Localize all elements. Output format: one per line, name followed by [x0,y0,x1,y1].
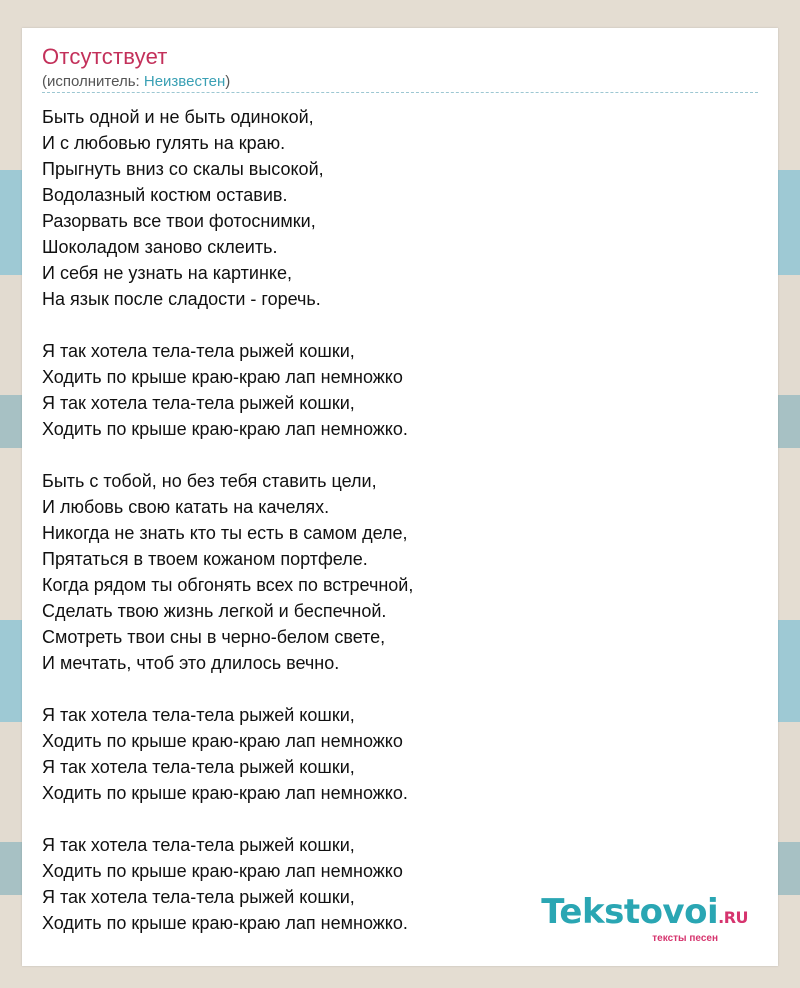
lyric-line: Я так хотела тела-тела рыжей кошки, [42,705,355,725]
lyrics-text [42,104,413,962]
logo-tagline: тексты песен [652,933,718,944]
lyric-line: Когда рядом ты обгонять всех по встречной, [42,575,414,595]
lyric-line: Прыгнуть вниз со скалы высокой, [42,159,324,179]
lyric-line: Шоколадом заново склеить. [42,237,278,257]
lyric-line: Прятаться в твоем кожаном портфеле. [42,549,368,569]
performer-line [42,73,230,90]
lyric-line: Водолазный костюм оставив. [42,185,288,205]
lyric-line: Быть одной и не быть одинокой, [42,107,314,127]
lyric-line: Ходить по крыше краю-краю лап немножко. [42,419,408,439]
lyric-line: Я так хотела тела-тела рыжей кошки, [42,393,355,413]
performer-link[interactable]: Неизвестен [143,73,226,90]
lyric-line: И любовь свою катать на качелях. [42,497,330,517]
lyric-line: Никогда не знать кто ты есть в самом деле, [42,523,408,543]
stanza [42,104,413,312]
lyric-line: Я так хотела тела-тела рыжей кошки, [42,887,355,907]
lyric-line: И с любовью гулять на краю. [42,133,286,153]
lyric-line: Я так хотела тела-тела рыжей кошки, [42,835,355,855]
lyric-line: И себя не узнать на картинке, [42,263,292,283]
lyric-line: Ходить по крыше краю-краю лап немножко [42,731,403,751]
logo-name: Tekstovoi [541,892,719,932]
song-title: Отсутствует [42,44,168,69]
stanza [42,832,413,936]
lyric-line: Ходить по крыше краю-краю лап немножко [42,861,403,881]
stanza [42,338,413,442]
lyric-line: Я так хотела тела-тела рыжей кошки, [42,341,355,361]
lyric-line: На язык после сладости - горечь. [42,289,321,309]
lyric-line: Ходить по крыше краю-краю лап немножко. [42,783,408,803]
stanza [42,702,413,806]
lyric-line: Ходить по крыше краю-краю лап немножко [42,367,403,387]
lyric-line: И мечтать, чтоб это длилось вечно. [42,653,340,673]
performer-prefix: (исполнитель: [42,73,144,90]
performer-suffix: ) [225,73,231,90]
lyric-line: Разорвать все твои фотоснимки, [42,211,316,231]
lyric-line: Ходить по крыше краю-краю лап немножко. [42,913,408,933]
lyric-line: Быть с тобой, но без тебя ставить цели, [42,471,377,491]
lyric-line: Сделать твою жизнь легкой и беспечной. [42,601,387,621]
site-logo[interactable] [541,892,748,944]
lyric-line: Я так хотела тела-тела рыжей кошки, [42,757,355,777]
lyrics-card [22,28,778,966]
logo-domain: .RU [718,908,748,927]
title-divider [42,92,758,93]
stanza [42,468,413,676]
lyric-line: Смотреть твои сны в черно-белом свете, [42,627,386,647]
